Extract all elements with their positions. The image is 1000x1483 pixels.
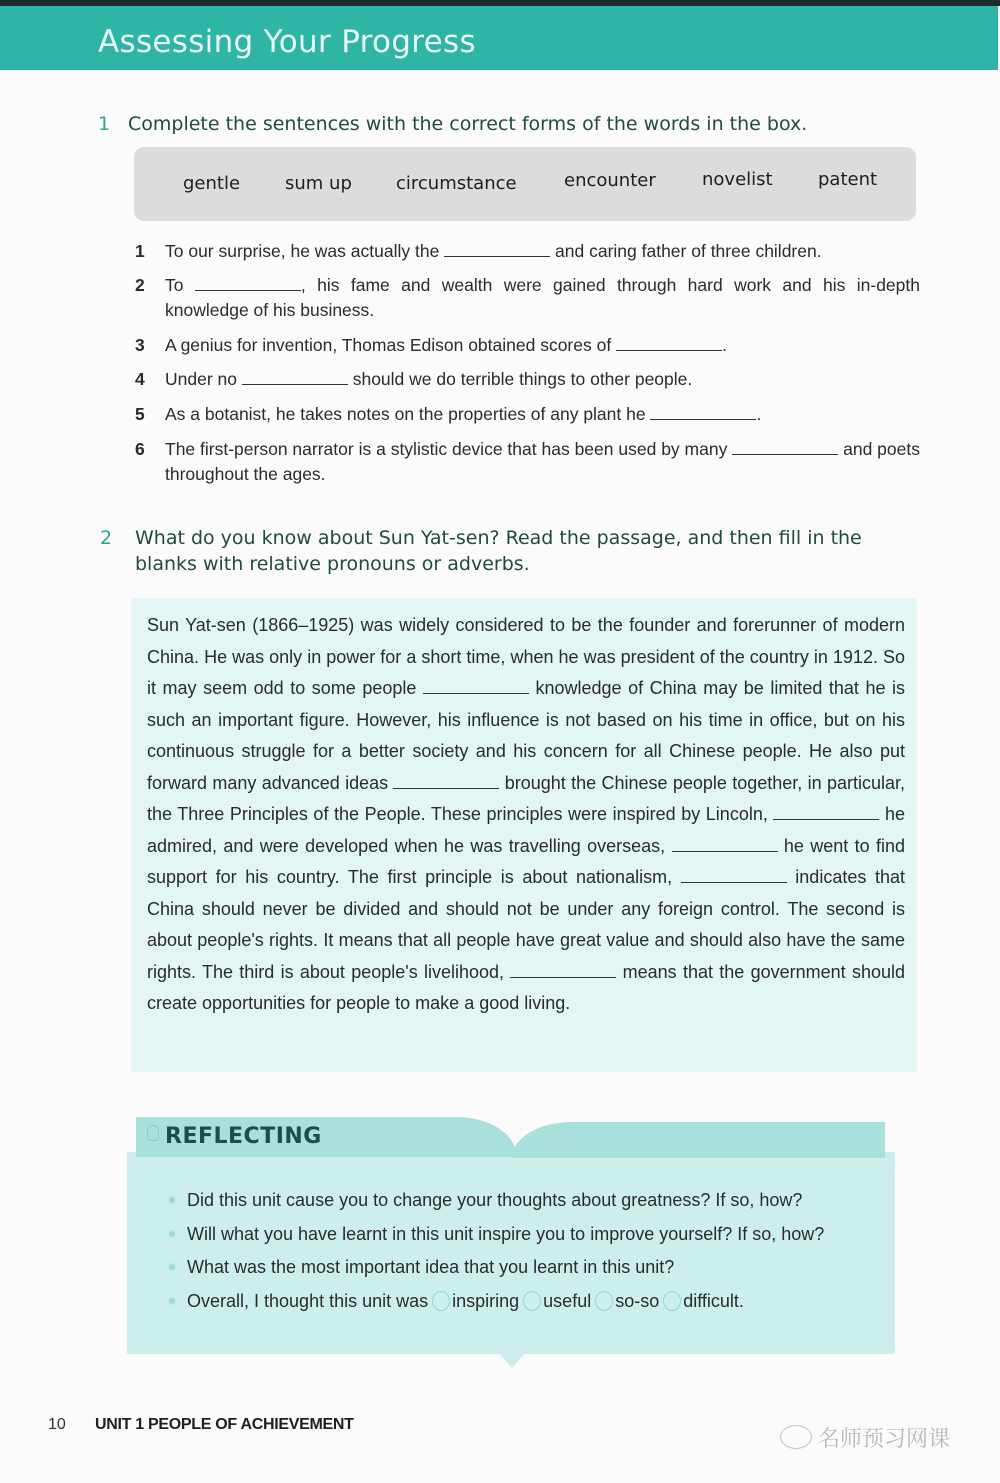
sentence-item <box>135 367 920 392</box>
sentence-text: and caring father of three children. <box>550 241 822 261</box>
reflecting-box <box>127 1152 895 1354</box>
passage-segment: Sun Yat-sen (1866–1925) was widely considered to be the founder and forerunner of modern China. He was only in power for a short time, when he was president of the country in 1912. So it may seem odd to some people <box>147 615 905 698</box>
unit-label: UNIT 1 PEOPLE OF ACHIEVEMENT <box>95 1416 354 1433</box>
reflecting-item <box>167 1188 802 1212</box>
sentence-item <box>135 239 920 264</box>
answer-blank[interactable] <box>423 679 529 694</box>
sentence-text: should we do terrible things to other people. <box>347 369 693 389</box>
reflecting-item <box>167 1222 824 1246</box>
answer-blank[interactable] <box>242 370 348 385</box>
answer-blank[interactable] <box>195 276 301 291</box>
reflecting-title: REFLECTING <box>165 1124 322 1149</box>
word-box-item: sum up <box>285 173 352 194</box>
reflecting-item <box>167 1255 674 1279</box>
lightbulb-icon <box>147 1125 159 1141</box>
sentence-text: The first-person narrator is a stylistic device that has been used by many <box>165 439 733 459</box>
answer-blank[interactable] <box>650 405 756 420</box>
answer-blank[interactable] <box>672 837 778 852</box>
sentence-number: 4 <box>135 369 145 389</box>
bullet-icon <box>167 1229 177 1239</box>
wechat-icon <box>780 1425 812 1449</box>
answer-blank[interactable] <box>773 805 879 820</box>
page-title: Assessing Your Progress <box>98 24 476 60</box>
q2-instruction-text: What do you know about Sun Yat-sen? Read the passage, and then fill in the blanks with relative pronouns or adverbs. <box>135 527 862 575</box>
radio-useful[interactable] <box>523 1291 541 1311</box>
word-box-item: patent <box>818 169 878 190</box>
page-number: 10 <box>48 1416 66 1433</box>
sentence-item <box>135 333 920 358</box>
option-label: so-so <box>615 1291 660 1311</box>
sentence-number: 2 <box>135 275 145 295</box>
reflecting-item-text: What was the most important idea that you learnt in this unit? <box>187 1257 675 1277</box>
sentence-text: To our surprise, he was actually the <box>165 241 445 261</box>
passage-segment: brought the Chinese people together, in particular, the Three Principles of the People. These principles were inspired by Lincoln, <box>147 772 905 824</box>
sentence-text: To <box>165 275 195 295</box>
sentence-number: 3 <box>135 335 145 355</box>
sentence-text: . <box>722 335 727 355</box>
reflecting-tab-right <box>512 1122 885 1158</box>
sentence-text: A genius for invention, Thomas Edison obtained scores of <box>165 335 617 355</box>
answer-blank[interactable] <box>616 336 722 351</box>
word-box-item: encounter <box>564 170 656 191</box>
reflecting-notch <box>498 1352 526 1368</box>
reflecting-overall <box>167 1289 744 1313</box>
sentence-text: As a botanist, he takes notes on the properties of any plant he <box>165 404 651 424</box>
answer-blank[interactable] <box>732 440 838 455</box>
answer-blank[interactable] <box>510 963 616 978</box>
section-header-band <box>0 6 998 70</box>
answer-blank[interactable] <box>393 774 499 789</box>
watermark <box>780 1422 950 1453</box>
radio-so-so[interactable] <box>595 1291 613 1311</box>
q1-instruction-text: Complete the sentences with the correct forms of the words in the box. <box>128 113 808 135</box>
sentence-item <box>135 273 920 323</box>
option-label: useful <box>543 1291 592 1311</box>
reflecting-item-text: Will what you have learnt in this unit inspire you to improve yourself? If so, how? <box>187 1224 825 1244</box>
sentence-item <box>135 402 920 427</box>
passage-segment: knowledge of China may be limited that he is such an important figure. However, his influence is not based on his time in office, but on his continuous struggle for a better society and his concern for all Chinese people. He also put forward many advanced ideas <box>147 678 906 793</box>
watermark-text: 名师预习网课 <box>818 1426 951 1451</box>
passage-segment: indicates that China should never be divided and should not be under any foreign control. The second is about people's rights. It means that all people have great value and should also have the same rights. The third is about people's livelihood, <box>147 867 905 982</box>
sentence-text: and poets throughout the ages. <box>165 439 920 484</box>
passage-segment: he went to find support for his country. The first principle is about nationalism, <box>147 835 905 887</box>
word-box-item: gentle <box>183 173 241 194</box>
option-label: inspiring <box>452 1291 520 1311</box>
word-box <box>134 147 916 221</box>
passage-text <box>147 610 905 1020</box>
sentence-text: . <box>756 404 762 424</box>
sentence-text: Under no <box>165 369 242 389</box>
bullet-icon <box>167 1296 177 1306</box>
sentence-number: 6 <box>135 439 145 459</box>
sentence-number: 5 <box>135 404 145 424</box>
answer-blank[interactable] <box>681 868 787 883</box>
option-label: difficult. <box>683 1291 744 1311</box>
answer-blank[interactable] <box>444 242 550 257</box>
q2-number: 2 <box>100 527 113 549</box>
q1-number: 1 <box>98 113 111 135</box>
sentence-item <box>135 437 920 487</box>
sentence-number: 1 <box>135 241 145 261</box>
overall-prefix: Overall, I thought this unit was <box>187 1291 429 1311</box>
passage-segment: means that the government should create opportunities for people to make a good living. <box>147 961 905 1013</box>
reflecting-item-text: Did this unit cause you to change your thoughts about greatness? If so, how? <box>187 1190 803 1210</box>
bullet-icon <box>167 1195 177 1205</box>
radio-difficult[interactable] <box>663 1291 681 1311</box>
bullet-icon <box>167 1262 177 1272</box>
word-box-item: novelist <box>702 169 773 190</box>
sentence-text: , his fame and wealth were gained through hard work and his in-depth knowledge of his business. <box>165 275 920 320</box>
q2-instruction <box>100 525 900 577</box>
passage-box <box>131 598 917 1072</box>
radio-inspiring[interactable] <box>432 1291 450 1311</box>
passage-segment: he admired, and were developed when he was travelling overseas, <box>147 804 905 856</box>
word-box-item: circumstance <box>396 173 517 194</box>
q1-instruction <box>98 111 807 137</box>
